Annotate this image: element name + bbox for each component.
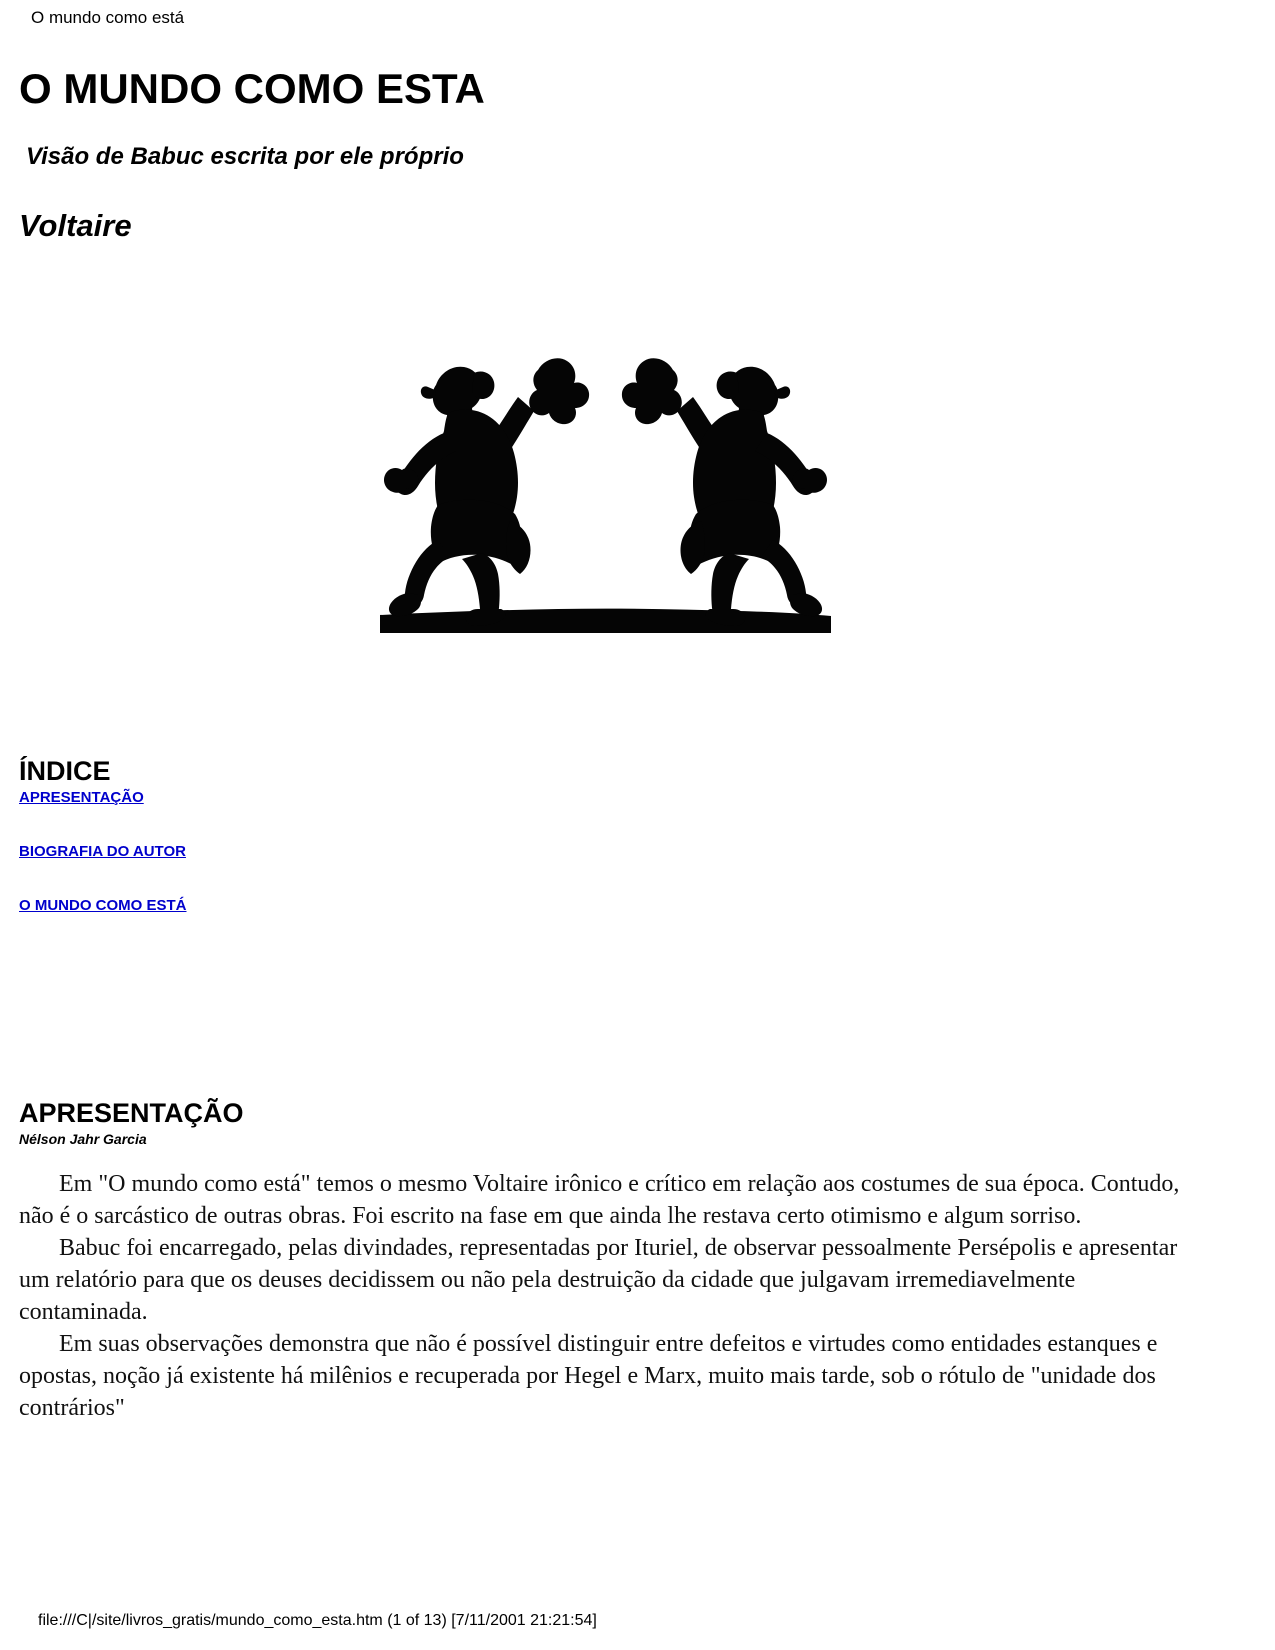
- author-name: Voltaire: [19, 207, 132, 243]
- toc-link-biografia-do-autor[interactable]: BIOGRAFIA DO AUTOR: [19, 843, 186, 860]
- table-of-contents: [19, 789, 619, 951]
- figure-left: [384, 358, 589, 626]
- index-heading: ÍNDICE: [19, 756, 111, 786]
- page-title: O MUNDO COMO ESTA: [19, 65, 485, 113]
- body-copy: [19, 1168, 1201, 1424]
- figure-right: [622, 358, 827, 626]
- paragraph: Em suas observações demonstra que não é possível distinguir entre defeitos e virtudes como entidades estanques e opostas, noção já existente há milênios e recuperada por Hegel e Marx, muito mais tarde, sob o rótulo de "unidade dos contrários": [19, 1331, 1158, 1421]
- ground-bar: [380, 609, 831, 633]
- figures-illustration: [378, 325, 833, 640]
- footer-status-bar: file:///C|/site/livros_gratis/mundo_como_esta.htm (1 of 13) [7/11/2001 21:21:54]: [38, 1612, 597, 1629]
- section-byline: Nélson Jahr Garcia: [19, 1131, 147, 1147]
- toc-link-o-mundo-como-esta[interactable]: O MUNDO COMO ESTÁ: [19, 897, 187, 914]
- paragraph: Babuc foi encarregado, pelas divindades, representadas por Ituriel, de observar pessoalmente Persépolis e apresentar um relatório para que os deuses decidissem ou não pela destruição da cidade que julgavam irremediavelmente contaminada.: [19, 1235, 1178, 1325]
- toc-link-apresentacao[interactable]: APRESENTAÇÃO: [19, 789, 144, 806]
- page-subtitle: Visão de Babuc escrita por ele próprio: [26, 142, 464, 170]
- paragraph: Em "O mundo como está" temos o mesmo Voltaire irônico e crítico em relação aos costumes de sua época. Contudo, não é o sarcástico de outras obras. Foi escrito na fase em que ainda lhe restava certo otimismo e algum sorriso.: [19, 1171, 1180, 1229]
- running-head: O mundo como está: [31, 8, 185, 27]
- section-heading-apresentacao: APRESENTAÇÃO: [19, 1098, 244, 1128]
